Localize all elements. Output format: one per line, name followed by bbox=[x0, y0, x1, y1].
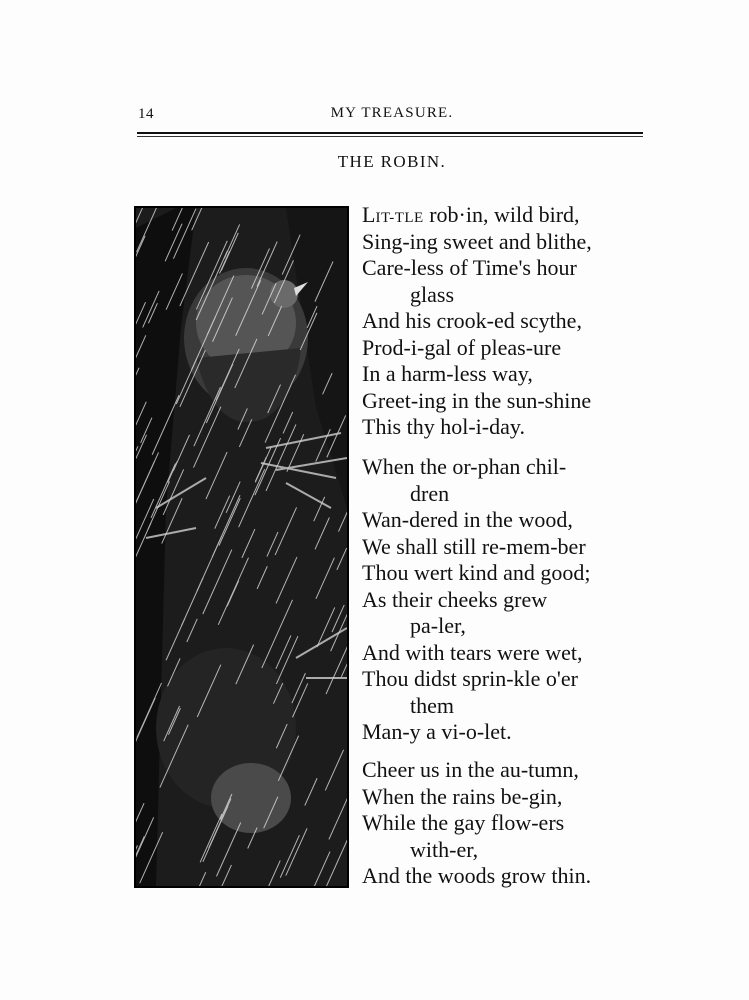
poem-line: While the gay flow-ers bbox=[362, 810, 565, 835]
poem-line: And his crook-ed scythe, bbox=[362, 308, 582, 333]
poem-line: Thou wert kind and good; bbox=[362, 560, 591, 585]
header-rule bbox=[137, 132, 643, 134]
poem-line: Man-y a vi-o-let. bbox=[362, 719, 512, 744]
poem-line: with-er, bbox=[410, 836, 479, 862]
poem-title: THE ROBIN. bbox=[337, 152, 447, 171]
poem-line: Care-less of Time's hour bbox=[362, 255, 577, 280]
poem-line: Wan-dered in the wood, bbox=[362, 507, 573, 532]
poem-line: This thy hol-i-day. bbox=[362, 414, 525, 439]
poem-line: We shall still re-mem-ber bbox=[362, 533, 586, 559]
header-rule-thin bbox=[137, 136, 643, 137]
robin-illustration bbox=[134, 206, 349, 888]
poem-line: Sing-ing sweet and blithe, bbox=[362, 228, 592, 254]
poem-line: Prod-i-gal of pleas-ure bbox=[362, 334, 562, 360]
poem-line: pa-ler, bbox=[410, 613, 466, 638]
poem-line: Greet-ing in the sun-shine bbox=[362, 387, 592, 413]
stanza bbox=[362, 454, 591, 746]
first-word-capital: L bbox=[362, 202, 376, 227]
poem-line: When the or-phan chil- bbox=[362, 454, 567, 479]
poem-line: And with tears were wet, bbox=[362, 639, 583, 665]
poem-line: them bbox=[410, 692, 454, 718]
poem-line: And the woods grow thin. bbox=[362, 863, 592, 888]
poem-line: Cheer us in the au-tumn, bbox=[362, 757, 579, 782]
poem-line bbox=[362, 202, 592, 229]
stanza bbox=[362, 202, 592, 441]
running-head: MY TREASURE. bbox=[330, 105, 454, 121]
first-word-small-caps: IT-TLE bbox=[375, 210, 424, 226]
poem-line: glass bbox=[410, 281, 454, 307]
poem-line: dren bbox=[410, 480, 450, 506]
page-number: 14 bbox=[138, 106, 154, 122]
line-text: rob·in, wild bird, bbox=[423, 202, 580, 227]
poem-line: In a harm-less way, bbox=[362, 361, 533, 386]
poem-line: When the rains be-gin, bbox=[362, 783, 563, 809]
stanza bbox=[362, 757, 591, 890]
robin-engraving-image bbox=[136, 208, 347, 886]
poem-line: Thou didst sprin-kle o'er bbox=[362, 666, 578, 691]
poem-line: As their cheeks grew bbox=[362, 586, 548, 612]
